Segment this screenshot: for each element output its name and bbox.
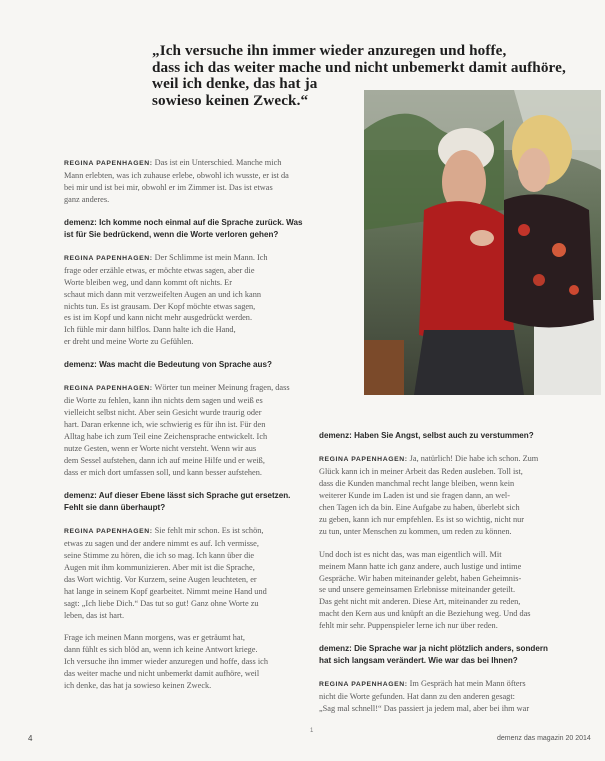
text-line — [64, 586, 338, 598]
line-text: dem Sessel aufstehen, dann ich auf meine Hilfe und er weiß, — [64, 456, 265, 466]
text-line — [319, 584, 589, 596]
text-line — [319, 620, 589, 632]
line-text: demenz: Auf dieser Ebene lässt sich Sprache gut ersetzen. — [64, 490, 291, 500]
text-line — [64, 502, 338, 514]
text-line — [64, 443, 338, 455]
line-text: hart. Daran erkenne ich, wie schwierig es für ihn ist. Für den — [64, 420, 266, 430]
line-text: bei mir und ist bei mir, obwohl er im Zimmer ist. Das ist etwas — [64, 182, 273, 192]
interview-answer — [64, 252, 338, 349]
interview-answer — [64, 157, 338, 206]
text-line — [64, 525, 338, 538]
right-text-column — [319, 430, 589, 715]
text-line — [319, 514, 589, 526]
text-line — [319, 549, 589, 561]
interview-question — [64, 217, 338, 241]
line-text: zu tun, unter Menschen zu kommen, um reden zu können. — [319, 526, 512, 536]
line-text: demenz: Ich komme noch einmal auf die Sprache zurück. Was — [64, 217, 303, 227]
line-text: dass die Kunden manchmal recht lange bleiben, wenn kein — [319, 478, 515, 488]
couple-photo — [364, 90, 601, 395]
text-line — [64, 467, 338, 479]
interview-question — [64, 359, 338, 371]
pull-quote-line: dass ich das weiter mache und nicht unbemerkt damit aufhöre, — [152, 58, 566, 76]
speaker-name: REGINA PAPENHAGEN: — [64, 160, 153, 167]
line-text: hat lange in seinem Kopf gearbeitet. Nimmt meine Hand und — [64, 586, 267, 596]
pull-quote-line: „Ich versuche ihn immer wieder anzuregen und hoffe, — [152, 42, 507, 59]
text-line — [64, 562, 338, 574]
text-line — [319, 453, 589, 466]
line-text: schaut mich dann mit verzweifelten Augen an und ich kann — [64, 289, 261, 299]
text-line — [64, 252, 338, 265]
line-text: zu geben, kann ich nur empfehlen. Es ist so wichtig, nicht nur — [319, 514, 525, 524]
text-line — [319, 655, 589, 667]
paragraph-gap — [64, 514, 338, 525]
text-line — [64, 574, 338, 586]
line-text: Das geht nicht mit anderen. Diese Art, miteinander zu reden, — [319, 597, 521, 607]
text-line — [319, 430, 589, 442]
pull-quote-line: weil ich denke, das hat ja — [152, 75, 318, 93]
speaker-name: REGINA PAPENHAGEN: — [64, 527, 153, 535]
text-line — [319, 502, 589, 514]
text-line — [64, 301, 338, 313]
line-text: Sie fehlt mir schon. Es ist schön, — [154, 525, 264, 535]
pull-quote-line: sowieso keinen Zweck.“ — [152, 91, 309, 109]
page-number: 4 — [28, 734, 33, 743]
line-text: Glück kann ich in meiner Arbeit das Reden ausleben. Toll ist, — [319, 466, 523, 476]
interview-question — [319, 643, 589, 667]
speaker-name: REGINA PAPENHAGEN: — [64, 254, 153, 262]
text-line — [64, 265, 338, 277]
text-line — [319, 678, 589, 691]
paragraph-gap — [319, 667, 589, 678]
text-line — [64, 656, 338, 668]
line-text: weiterer Kunde im Laden ist und sie fragen dann, an wel- — [319, 490, 510, 500]
interview-answer — [319, 549, 589, 633]
text-line — [64, 419, 338, 431]
line-text: meinem Mann hatte ich ganz andere, auch lustige und intime — [319, 561, 522, 571]
line-text: vielleicht selbst nicht. Aber sein Gesicht wurde traurig oder — [64, 408, 262, 418]
line-text: ist für Sie bedrückend, wenn die Worte verloren gehen? — [64, 229, 279, 239]
paragraph-gap — [319, 632, 589, 643]
magazine-footer: demenz das magazin 20 2014 — [497, 735, 591, 742]
text-line — [64, 217, 338, 229]
paragraph-gap — [319, 538, 589, 549]
text-line — [319, 490, 589, 502]
text-line — [64, 407, 338, 419]
text-line — [64, 632, 338, 644]
line-text: demenz: Was macht die Bedeutung von Sprache aus? — [64, 360, 272, 370]
line-text: hat sich langsam verändert. Wie war das bei Ihnen? — [319, 656, 518, 666]
text-line — [319, 561, 589, 573]
line-text: demenz: Haben Sie Angst, selbst auch zu verstummen? — [319, 431, 534, 440]
line-text: Ja, natürlich! Die habe ich schon. Zum — [409, 453, 539, 463]
text-line — [64, 455, 338, 467]
text-line — [64, 382, 338, 395]
text-line — [319, 526, 589, 538]
line-text: Mann erlebten, was ich zuhause erlebe, obwohl ich wusste, er ist da — [64, 170, 289, 180]
text-line — [64, 182, 338, 194]
paragraph-gap — [319, 442, 589, 453]
interview-answer — [319, 453, 589, 538]
line-text: das Wort wichtig. Vor Kurzem, seine Augen leuchteten, er — [64, 574, 257, 584]
line-text: Worte bleiben weg, und dann kommt oft nichts. Er — [64, 277, 232, 287]
line-text: die Worte zu fehlen, kann ihn nichts dem sagen und weiß es — [64, 396, 263, 406]
text-line — [319, 573, 589, 585]
line-text: Gespräche. Wir haben miteinander gelebt, haben Geheimnis- — [319, 573, 522, 583]
text-line — [319, 478, 589, 490]
text-line — [319, 643, 589, 655]
line-text: Im Gespräch hat mein Mann öfters — [409, 679, 526, 689]
text-line — [319, 608, 589, 620]
interview-question — [64, 490, 338, 514]
interview-answer — [64, 632, 338, 692]
line-text: sagt: „Ich liebe Dich.“ Das tut so gut! Ganz ohne Worte zu — [64, 598, 259, 608]
text-line — [64, 359, 338, 371]
couple-photo-illustration — [364, 90, 601, 395]
text-line — [319, 703, 589, 715]
line-text: demenz: Die Sprache war ja nicht plötzlich anders, sondern — [319, 644, 548, 654]
text-line — [64, 229, 338, 241]
line-text: Das ist ein Unterschied. Manche mich — [154, 158, 282, 167]
line-text: seine Stimme zu hören, die ich so mag. Ich kann über die — [64, 550, 255, 560]
line-text: Der Schlimme ist mein Mann. Ich — [154, 252, 268, 262]
interview-answer — [319, 678, 589, 715]
line-text: Frage ich meinen Mann morgens, was er geträumt hat, — [64, 633, 245, 643]
text-line — [64, 668, 338, 680]
interview-answer — [64, 525, 338, 622]
text-line — [64, 194, 338, 206]
text-line — [64, 324, 338, 336]
line-text: Wörter tun meiner Meinung fragen, dass — [154, 383, 290, 393]
line-text: leben, das ist hart. — [64, 610, 125, 620]
line-text: Augen mit ihm kommunizieren. Aber mit ist die Sprache, — [64, 562, 255, 572]
line-text: ganz anderes. — [64, 194, 110, 204]
paragraph-gap — [64, 241, 338, 252]
line-text: dass er mich dort umfassen soll, und kann besser aufstehen. — [64, 467, 262, 477]
text-line — [319, 596, 589, 608]
line-text: dann fühlt es sich blöd an, wenn ich keine Antwort kriege. — [64, 645, 258, 655]
speaker-name: REGINA PAPENHAGEN: — [319, 455, 408, 463]
line-text: er dreht und meine Worte zu Gefühlen. — [64, 337, 194, 347]
text-line — [64, 680, 338, 692]
paragraph-gap — [64, 621, 338, 632]
text-line — [64, 490, 338, 502]
line-text: frage oder erzähle etwas, er möchte etwas sagen, aber die — [64, 265, 255, 275]
line-text: das weiter mache und nicht unbemerkt damit aufhöre, weil — [64, 669, 260, 679]
line-text: Alltag habe ich zum Teil eine Zeichensprache entwickelt. Ich — [64, 432, 268, 442]
line-text: Fehlt sie dann überhaupt? — [64, 502, 166, 512]
interview-question — [319, 430, 589, 442]
center-mark: 1 — [310, 728, 314, 734]
paragraph-gap — [64, 479, 338, 490]
text-line — [319, 691, 589, 703]
text-line — [64, 170, 338, 182]
paragraph-gap — [64, 371, 338, 382]
line-text: nicht die Worte gefunden. Hat dann zu den anderen gesagt: — [319, 692, 515, 702]
line-text: Und doch ist es nicht das, was man eigentlich will. Mit — [319, 549, 502, 559]
speaker-name: REGINA PAPENHAGEN: — [64, 385, 153, 393]
text-line — [319, 466, 589, 478]
line-text: es ist im Kopf und kann nicht mehr ausgedrückt werden. — [64, 313, 253, 323]
text-line — [64, 610, 338, 622]
text-line — [64, 336, 338, 348]
line-text: etwas zu sagen und der andere nimmt es auf. Ich vermisse, — [64, 538, 259, 548]
line-text: nutze Gesten, wenn er Worte nicht versteht. Wenn wir aus — [64, 444, 257, 454]
left-text-column — [64, 157, 338, 692]
text-line — [64, 431, 338, 443]
interview-answer — [64, 382, 338, 479]
text-line — [64, 312, 338, 324]
line-text: Ich fühle mir dann hilflos. Dann halte ich die Hand, — [64, 325, 236, 335]
speaker-name: REGINA PAPENHAGEN: — [319, 681, 408, 689]
line-text: „Sag mal schnell!“ Das passiert ja jedem mal, aber bei ihm war — [319, 704, 530, 714]
paragraph-gap — [64, 206, 338, 217]
text-line — [64, 598, 338, 610]
text-line — [64, 277, 338, 289]
line-text: fehlt mir sehr. Puppenspieler lerne ich nur über reden. — [319, 621, 498, 631]
line-text: chen Tagen ich da bin. Eine Aufgabe zu haben, überlebt sich — [319, 502, 520, 512]
text-line — [64, 157, 338, 170]
paragraph-gap — [64, 348, 338, 359]
text-line — [64, 395, 338, 407]
line-text: macht den Kern aus und knüpft an die Beziehung weg. Und das — [319, 609, 531, 619]
text-line — [64, 644, 338, 656]
line-text: nichts tun. Es ist grausam. Der Kopf möchte etwas sagen, — [64, 301, 256, 311]
text-line — [64, 550, 338, 562]
text-line — [64, 538, 338, 550]
line-text: ich denke, das hat ja sowieso keinen Zweck. — [64, 681, 212, 691]
line-text: Ich versuche ihn immer wieder anzuregen und hoffe, dass ich — [64, 657, 268, 667]
text-line — [64, 289, 338, 301]
line-text: se und unsere gemeinsamen Erlebnisse miteinander geteilt. — [319, 585, 516, 595]
